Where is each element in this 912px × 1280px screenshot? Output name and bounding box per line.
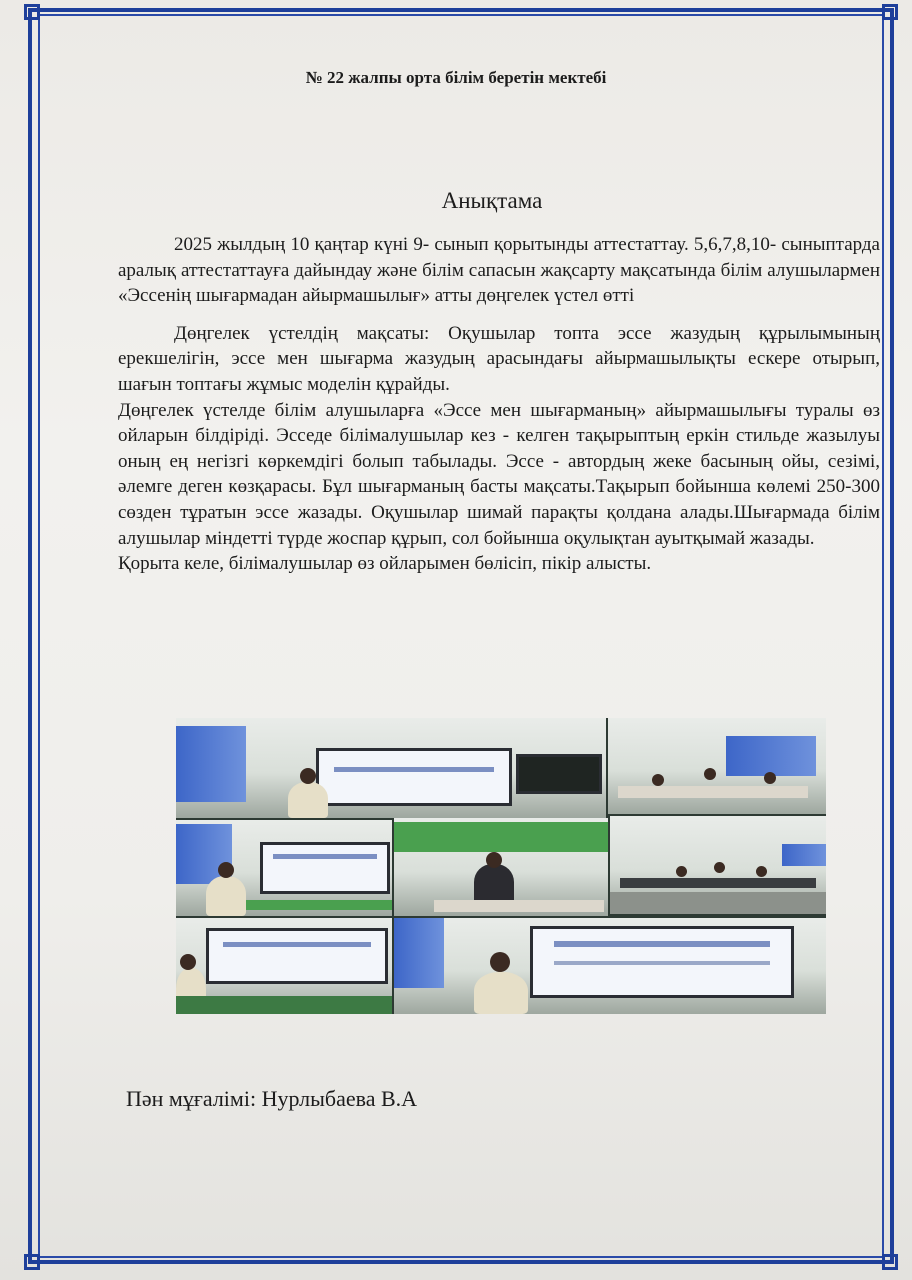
school-name: № 22 жалпы орта білім беретін мектебі xyxy=(305,68,607,87)
border-corner-ornament xyxy=(24,1254,40,1270)
teacher-signature-line: Пән мұғалімі: Нурлыбаева В.А xyxy=(126,1086,418,1111)
photo-students-at-desks xyxy=(608,718,826,814)
body-paragraph: Дөңгелек үстелдің мақсаты: Оқушылар топта эссе жазудың құрылымының ерекшелігін, эссе мен шығарма жазудың арасындағы айырмашылықты ескере отырып, шағын топтағы жұмыс моделін құрайды. xyxy=(118,322,880,395)
photo-teacher-at-smartboard xyxy=(176,718,606,818)
body-paragraph: Қорыта келе, білімалушылар өз ойларымен бөлісіп, пікір алысты. xyxy=(118,553,652,575)
border-corner-ornament xyxy=(24,4,40,20)
document-body xyxy=(118,232,880,577)
photo-student-presenting xyxy=(176,918,392,1014)
border-corner-ornament xyxy=(882,1254,898,1270)
body-paragraph: 2025 жылдың 10 қаңтар күні 9- сынып қорытынды аттестаттау. 5,6,7,8,10- сыныптарда аралық аттестаттауға дайындау және білім сапасын жақсарту мақсатында білім алушылармен «Эссенің шығармадан айырмашылығ» атты дөңгелек үстел өтті xyxy=(118,234,880,307)
photo-student-at-table xyxy=(394,818,608,916)
border-corner-ornament xyxy=(882,4,898,20)
photo-collage xyxy=(176,718,826,1014)
document-title: Анықтама xyxy=(441,188,543,213)
photo-student-at-screen xyxy=(394,918,826,1014)
body-paragraph: Дөңгелек үстелде білім алушыларға «Эссе мен шығарманың» айырмашылығы туралы өз ойларын білдіріді. Эсседе білімалушылар кез - келген тақырыптың еркін стильде жазылуы оның ең негізгі көркемдігі болып табылады. Эссе - автордың жеке басының ойы, сезімі, әлемге деген көзқарасы. Бұл шығарманың басты мақсаты.Тақырып бойынша көлемі 250-300 сөзден тұратын эссе жазады. Оқушылар шимай парақты қолдана алады.Шығармада білім алушылар міндетті түрде жоспар құрып, сол бойынша оқулықтан ауытқымай жазады. xyxy=(118,399,880,549)
photo-teacher-presenting xyxy=(176,820,392,916)
photo-classroom-wide xyxy=(610,816,826,914)
